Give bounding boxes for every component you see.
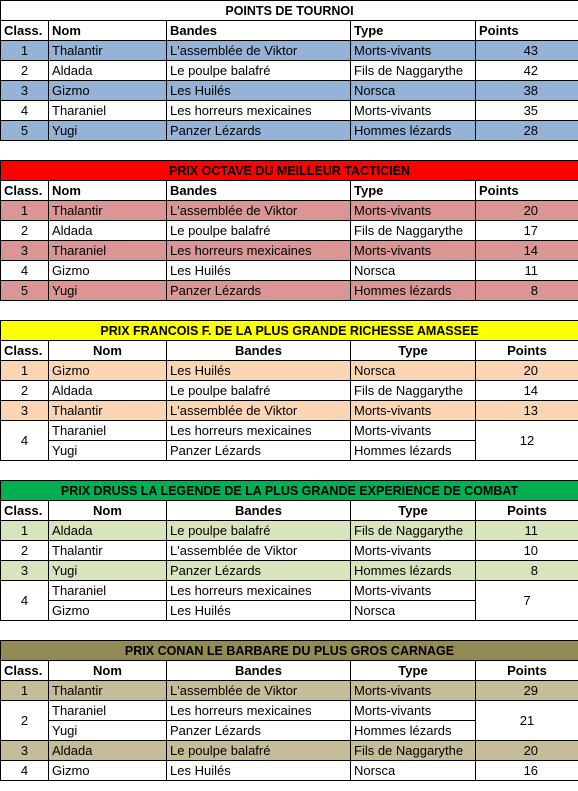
results-body (1, 1, 578, 781)
header-nom[interactable]: Nom (49, 341, 167, 361)
band-cell[interactable]: Les Huilés (167, 361, 351, 381)
table-row (1, 741, 578, 761)
type-cell[interactable]: Fils de Naggarythe (351, 741, 476, 761)
rank-cell[interactable]: 5 (1, 121, 49, 141)
header-nom[interactable]: Nom (49, 181, 167, 201)
header-class[interactable]: Class. (1, 661, 49, 681)
table-row (1, 521, 578, 541)
band-cell[interactable]: Les horreurs mexicaines (167, 101, 351, 121)
header-bandes[interactable]: Bandes (167, 21, 351, 41)
points-cell[interactable]: 11 (476, 521, 578, 541)
points-cell[interactable]: 29 (476, 681, 578, 701)
type-cell[interactable]: Hommes lézards (351, 441, 476, 461)
section-title[interactable]: PRIX OCTAVE DU MEILLEUR TACTICIEN (1, 161, 578, 181)
rank-cell[interactable]: 4 (1, 421, 49, 461)
points-cell[interactable]: 20 (476, 361, 578, 381)
rank-cell[interactable]: 2 (1, 221, 49, 241)
name-cell[interactable]: Tharaniel (49, 421, 167, 441)
header-bandes[interactable]: Bandes (167, 341, 351, 361)
type-cell[interactable]: Norsca (351, 81, 476, 101)
points-cell[interactable]: 28 (476, 121, 578, 141)
type-cell[interactable]: Hommes lézards (351, 281, 476, 301)
name-cell[interactable]: Tharaniel (49, 581, 167, 601)
header-row (1, 181, 578, 201)
name-cell[interactable]: Yugi (49, 441, 167, 461)
name-cell[interactable]: Gizmo (49, 261, 167, 281)
header-nom[interactable]: Nom (49, 661, 167, 681)
points-cell[interactable]: 43 (476, 41, 578, 61)
points-cell[interactable]: 20 (476, 201, 578, 221)
table-row (1, 201, 578, 221)
rank-cell[interactable]: 4 (1, 761, 49, 781)
band-cell[interactable]: L'assemblée de Viktor (167, 401, 351, 421)
name-cell[interactable]: Yugi (49, 121, 167, 141)
header-bandes[interactable]: Bandes (167, 661, 351, 681)
points-cell[interactable]: 11 (476, 261, 578, 281)
type-cell[interactable]: Morts-vivants (351, 241, 476, 261)
band-cell[interactable]: Panzer Lézards (167, 121, 351, 141)
type-cell[interactable]: Norsca (351, 361, 476, 381)
rank-cell[interactable]: 3 (1, 741, 49, 761)
points-cell[interactable]: 14 (476, 241, 578, 261)
band-cell[interactable]: Le poulpe balafré (167, 741, 351, 761)
header-type[interactable]: Type (351, 661, 476, 681)
band-cell[interactable]: Panzer Lézards (167, 561, 351, 581)
points-cell[interactable]: 7 (476, 581, 578, 621)
points-cell[interactable]: 12 (476, 421, 578, 461)
table-row (1, 361, 578, 381)
table-row (1, 381, 578, 401)
spacer-row (1, 141, 578, 161)
spacer-cell (1, 141, 578, 161)
name-cell[interactable]: Tharaniel (49, 241, 167, 261)
name-cell[interactable]: Thalantir (49, 201, 167, 221)
band-cell[interactable]: Le poulpe balafré (167, 521, 351, 541)
name-cell[interactable]: Thalantir (49, 41, 167, 61)
points-cell[interactable]: 16 (476, 761, 578, 781)
type-cell[interactable]: Fils de Naggarythe (351, 521, 476, 541)
name-cell[interactable]: Yugi (49, 281, 167, 301)
type-cell[interactable]: Morts-vivants (351, 201, 476, 221)
rank-cell[interactable]: 4 (1, 101, 49, 121)
rank-cell[interactable]: 1 (1, 681, 49, 701)
section-title-row (1, 321, 578, 341)
table-row (1, 761, 578, 781)
name-cell[interactable]: Gizmo (49, 361, 167, 381)
type-cell[interactable]: Morts-vivants (351, 701, 476, 721)
band-cell[interactable]: Le poulpe balafré (167, 381, 351, 401)
section-title[interactable]: POINTS DE TOURNOI (1, 1, 578, 21)
points-cell[interactable]: 8 (476, 561, 578, 581)
header-type[interactable]: Type (351, 21, 476, 41)
table-row (1, 541, 578, 561)
points-cell[interactable]: 42 (476, 61, 578, 81)
rank-cell[interactable]: 3 (1, 241, 49, 261)
section-title[interactable]: PRIX CONAN LE BARBARE DU PLUS GROS CARNAGE (1, 641, 578, 661)
rank-cell[interactable]: 1 (1, 521, 49, 541)
points-cell[interactable]: 20 (476, 741, 578, 761)
rank-cell[interactable]: 2 (1, 701, 49, 741)
rank-cell[interactable]: 3 (1, 401, 49, 421)
name-cell[interactable]: Aldada (49, 521, 167, 541)
table-row (1, 81, 578, 101)
table-row (1, 281, 578, 301)
name-cell[interactable]: Tharaniel (49, 101, 167, 121)
band-cell[interactable]: Les horreurs mexicaines (167, 421, 351, 441)
rank-cell[interactable]: 1 (1, 361, 49, 381)
points-cell[interactable]: 13 (476, 401, 578, 421)
type-cell[interactable]: Morts-vivants (351, 421, 476, 441)
type-cell[interactable]: Hommes lézards (351, 721, 476, 741)
table-row (1, 261, 578, 281)
points-cell[interactable]: 17 (476, 221, 578, 241)
name-cell[interactable]: Aldada (49, 61, 167, 81)
header-type[interactable]: Type (351, 341, 476, 361)
rank-cell[interactable]: 4 (1, 581, 49, 621)
band-cell[interactable]: L'assemblée de Viktor (167, 541, 351, 561)
header-class[interactable]: Class. (1, 21, 49, 41)
name-cell[interactable]: Gizmo (49, 761, 167, 781)
rank-cell[interactable]: 1 (1, 201, 49, 221)
rank-cell[interactable]: 4 (1, 261, 49, 281)
table-row (1, 421, 578, 441)
spacer-cell (1, 621, 578, 641)
band-cell[interactable]: Panzer Lézards (167, 441, 351, 461)
type-cell[interactable]: Morts-vivants (351, 541, 476, 561)
band-cell[interactable]: Panzer Lézards (167, 281, 351, 301)
header-class[interactable]: Class. (1, 341, 49, 361)
name-cell[interactable]: Aldada (49, 221, 167, 241)
table-row (1, 401, 578, 421)
type-cell[interactable]: Morts-vivants (351, 101, 476, 121)
name-cell[interactable]: Thalantir (49, 681, 167, 701)
header-type[interactable]: Type (351, 181, 476, 201)
header-points[interactable]: Points (476, 341, 578, 361)
section-title-row (1, 1, 578, 21)
header-type[interactable]: Type (351, 501, 476, 521)
header-points[interactable]: Points (476, 501, 578, 521)
section-title[interactable]: PRIX FRANCOIS F. DE LA PLUS GRANDE RICHESSE AMASSEE (1, 321, 578, 341)
header-points[interactable]: Points (476, 21, 578, 41)
points-cell[interactable]: 21 (476, 701, 578, 741)
table-row (1, 221, 578, 241)
table-row (1, 41, 578, 61)
table-row (1, 561, 578, 581)
table-row (1, 61, 578, 81)
rank-cell[interactable]: 2 (1, 381, 49, 401)
name-cell[interactable]: Gizmo (49, 601, 167, 621)
band-cell[interactable]: L'assemblée de Viktor (167, 201, 351, 221)
points-cell[interactable]: 35 (476, 101, 578, 121)
band-cell[interactable]: Les horreurs mexicaines (167, 241, 351, 261)
table-row (1, 241, 578, 261)
band-cell[interactable]: L'assemblée de Viktor (167, 681, 351, 701)
name-cell[interactable]: Gizmo (49, 81, 167, 101)
spacer-row (1, 621, 578, 641)
section-title-row (1, 161, 578, 181)
header-row (1, 21, 578, 41)
spacer-row (1, 301, 578, 321)
type-cell[interactable]: Morts-vivants (351, 401, 476, 421)
points-cell[interactable]: 8 (476, 281, 578, 301)
section-title-row (1, 481, 578, 501)
header-points[interactable]: Points (476, 661, 578, 681)
band-cell[interactable]: Les Huilés (167, 261, 351, 281)
header-bandes[interactable]: Bandes (167, 181, 351, 201)
name-cell[interactable]: Aldada (49, 741, 167, 761)
band-cell[interactable]: Panzer Lézards (167, 721, 351, 741)
header-points[interactable]: Points (476, 181, 578, 201)
table-row (1, 681, 578, 701)
band-cell[interactable]: Les horreurs mexicaines (167, 581, 351, 601)
rank-cell[interactable]: 3 (1, 81, 49, 101)
band-cell[interactable]: Le poulpe balafré (167, 61, 351, 81)
spacer-cell (1, 301, 578, 321)
type-cell[interactable]: Norsca (351, 261, 476, 281)
header-row (1, 501, 578, 521)
type-cell[interactable]: Hommes lézards (351, 561, 476, 581)
band-cell[interactable]: L'assemblée de Viktor (167, 41, 351, 61)
spacer-cell (1, 461, 578, 481)
name-cell[interactable]: Thalantir (49, 401, 167, 421)
name-cell[interactable]: Yugi (49, 561, 167, 581)
points-cell[interactable]: 14 (476, 381, 578, 401)
spacer-row (1, 461, 578, 481)
header-row (1, 341, 578, 361)
type-cell[interactable]: Hommes lézards (351, 121, 476, 141)
name-cell[interactable]: Aldada (49, 381, 167, 401)
name-cell[interactable]: Yugi (49, 721, 167, 741)
rank-cell[interactable]: 2 (1, 61, 49, 81)
type-cell[interactable]: Morts-vivants (351, 681, 476, 701)
type-cell[interactable]: Norsca (351, 601, 476, 621)
band-cell[interactable]: Les Huilés (167, 601, 351, 621)
type-cell[interactable]: Morts-vivants (351, 41, 476, 61)
table-row (1, 121, 578, 141)
band-cell[interactable]: Les Huilés (167, 761, 351, 781)
header-nom[interactable]: Nom (49, 501, 167, 521)
type-cell[interactable]: Fils de Naggarythe (351, 221, 476, 241)
rank-cell[interactable]: 1 (1, 41, 49, 61)
points-cell[interactable]: 38 (476, 81, 578, 101)
rank-cell[interactable]: 2 (1, 541, 49, 561)
header-class[interactable]: Class. (1, 181, 49, 201)
header-bandes[interactable]: Bandes (167, 501, 351, 521)
rank-cell[interactable]: 3 (1, 561, 49, 581)
table-row (1, 581, 578, 601)
name-cell[interactable]: Thalantir (49, 541, 167, 561)
rank-cell[interactable]: 5 (1, 281, 49, 301)
table-row (1, 701, 578, 721)
band-cell[interactable]: Les horreurs mexicaines (167, 701, 351, 721)
header-class[interactable]: Class. (1, 501, 49, 521)
band-cell[interactable]: Les Huilés (167, 81, 351, 101)
header-row (1, 661, 578, 681)
points-cell[interactable]: 10 (476, 541, 578, 561)
type-cell[interactable]: Fils de Naggarythe (351, 381, 476, 401)
section-title-row (1, 641, 578, 661)
type-cell[interactable]: Morts-vivants (351, 581, 476, 601)
name-cell[interactable]: Tharaniel (49, 701, 167, 721)
header-nom[interactable]: Nom (49, 21, 167, 41)
table-row (1, 101, 578, 121)
type-cell[interactable]: Norsca (351, 761, 476, 781)
band-cell[interactable]: Le poulpe balafré (167, 221, 351, 241)
section-title[interactable]: PRIX DRUSS LA LEGENDE DE LA PLUS GRANDE EXPERIENCE DE COMBAT (1, 481, 578, 501)
type-cell[interactable]: Fils de Naggarythe (351, 61, 476, 81)
